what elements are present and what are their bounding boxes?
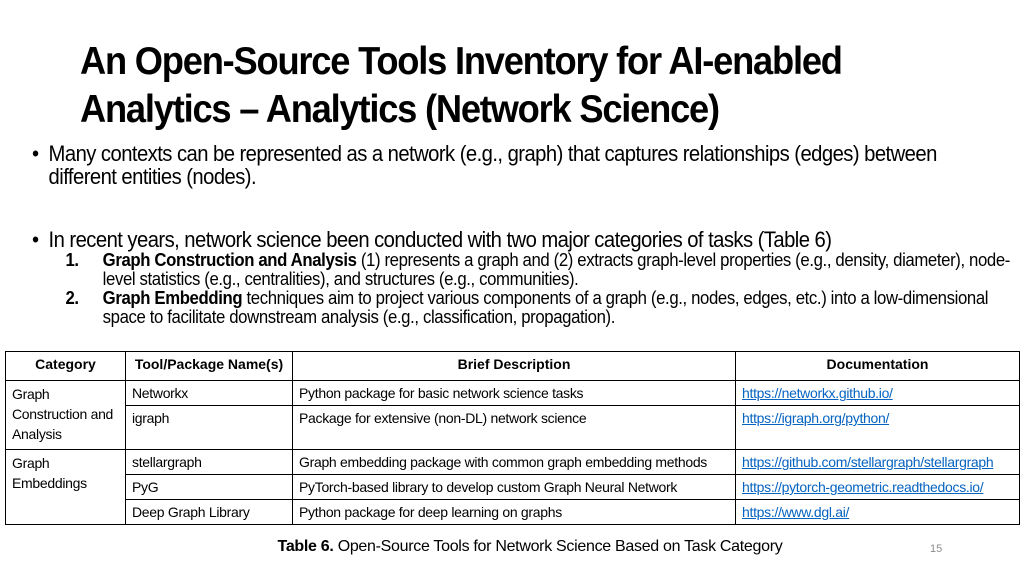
description-cell: Package for extensive (non-DL) network science — [293, 406, 736, 450]
tool-cell: igraph — [126, 406, 293, 450]
slide-title-line-1: An Open-Source Tools Inventory for AI-enabled — [80, 40, 842, 83]
bullet-dot-icon: • — [32, 141, 39, 166]
item-number: 1. — [65, 250, 79, 270]
bullet-text: In recent years, network science been conducted with two major categories of tasks (Table 6) — [48, 227, 832, 252]
item-text: (1) represents a graph and (2) extracts graph-level properties (e.g., density, diameter), node-level statistics (e.g., centralities), and structures (e.g., communities). — [102, 250, 1010, 289]
table-row — [6, 450, 1020, 475]
item-number: 2. — [65, 288, 79, 308]
category-cell: Graph Embeddings — [6, 450, 126, 525]
header-documentation: Documentation — [736, 352, 1020, 381]
bullet-item — [32, 142, 987, 188]
documentation-link[interactable]: https://pytorch-geometric.readthedocs.io/ — [736, 475, 1020, 500]
table-caption — [0, 538, 1024, 556]
page-number: 15 — [930, 543, 943, 555]
numbered-item — [32, 251, 1024, 289]
description-cell: Python package for deep learning on graphs — [293, 500, 736, 525]
table-header-row — [6, 352, 1020, 381]
header-category: Category — [6, 352, 126, 381]
documentation-link[interactable]: https://github.com/stellargraph/stellargraph — [736, 450, 1020, 475]
table-row — [6, 500, 1020, 525]
documentation-link[interactable]: https://networkx.github.io/ — [736, 381, 1020, 406]
slide-title — [80, 38, 945, 134]
description-cell: Python package for basic network science tasks — [293, 381, 736, 406]
header-tool: Tool/Package Name(s) — [126, 352, 293, 381]
bullet-item — [32, 228, 987, 251]
bullet-list — [32, 142, 1012, 327]
description-cell: Graph embedding package with common graph embedding methods — [293, 450, 736, 475]
tool-cell: stellargraph — [126, 450, 293, 475]
numbered-item — [32, 289, 1024, 327]
item-heading: Graph Construction and Analysis — [102, 250, 357, 270]
item-heading: Graph Embedding — [102, 288, 243, 308]
tools-table — [5, 351, 1020, 525]
category-cell: Graph Construction and Analysis — [6, 381, 126, 450]
bullet-text: Many contexts can be represented as a network (e.g., graph) that captures relationships (edges) between different entities (nodes). — [48, 141, 937, 189]
documentation-link[interactable]: https://igraph.org/python/ — [736, 406, 1020, 450]
table-row — [6, 381, 1020, 406]
tool-cell: PyG — [126, 475, 293, 500]
caption-label: Table 6. — [277, 538, 334, 555]
description-cell: PyTorch-based library to develop custom Graph Neural Network — [293, 475, 736, 500]
tool-cell: Deep Graph Library — [126, 500, 293, 525]
header-description: Brief Description — [293, 352, 736, 381]
table-row — [6, 406, 1020, 450]
tool-cell: Networkx — [126, 381, 293, 406]
item-text: techniques aim to project various components of a graph (e.g., nodes, edges, etc.) into a low-dimensional space to facilitate downstream analysis (e.g., classification, propagation). — [102, 288, 989, 327]
caption-text: Open-Source Tools for Network Science Based on Task Category — [333, 538, 783, 555]
slide-title-line-2: Analytics – Analytics (Network Science) — [80, 88, 719, 131]
table-row — [6, 475, 1020, 500]
documentation-link[interactable]: https://www.dgl.ai/ — [736, 500, 1020, 525]
bullet-dot-icon: • — [32, 227, 39, 252]
